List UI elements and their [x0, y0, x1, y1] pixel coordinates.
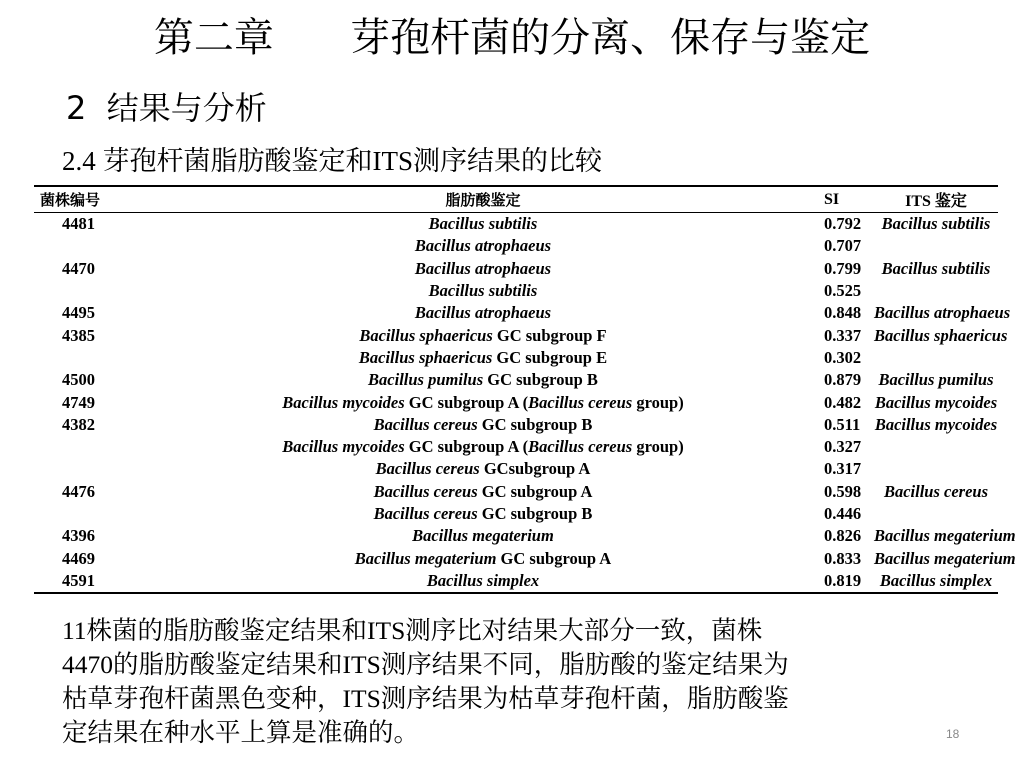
fatty-acid-cell — [142, 213, 824, 236]
section-heading: 2 结果与分析 — [66, 89, 267, 127]
species-name: Bacillus subtilis — [428, 281, 538, 301]
subgroup-text: GC subgroup A — [496, 548, 612, 568]
strain-id-cell — [34, 347, 142, 369]
strain-id-cell: 4476 — [62, 481, 95, 501]
table-row — [34, 258, 998, 280]
si-value-cell: 0.525 — [824, 281, 862, 301]
subgroup-text: GC subgroup E — [492, 347, 608, 367]
fatty-acid-cell — [142, 547, 824, 569]
table-row — [34, 280, 998, 302]
si-value-cell: 0.327 — [824, 437, 862, 457]
its-id-cell — [874, 235, 998, 257]
si-value-cell: 0.337 — [824, 325, 862, 345]
its-id-cell: Bacillus cereus — [883, 481, 989, 501]
subgroup-text: group) — [632, 437, 684, 457]
si-value-cell: 0.833 — [824, 548, 862, 568]
si-value-cell: 0.826 — [824, 526, 862, 546]
fatty-acid-cell — [142, 235, 824, 257]
its-id-cell: Bacillus mycoides — [874, 392, 998, 412]
species-name: Bacillus cereus — [528, 437, 633, 457]
subgroup-text: GC subgroup A ( — [404, 437, 529, 457]
species-name: Bacillus megaterium — [354, 548, 497, 568]
species-name: Bacillus cereus — [373, 414, 478, 434]
species-name: Bacillus sphaericus — [359, 325, 493, 345]
table-row — [34, 302, 998, 324]
strain-id-cell: 4591 — [34, 570, 142, 593]
subgroup-text: GC subgroup B — [483, 370, 598, 390]
fatty-acid-cell — [142, 458, 824, 480]
its-id-cell — [874, 280, 998, 302]
species-name: Bacillus cereus — [373, 481, 478, 501]
table-row — [34, 369, 998, 391]
fatty-acid-cell — [142, 302, 824, 324]
table-row — [34, 391, 998, 413]
species-name: Bacillus cereus — [373, 504, 478, 523]
fatty-acid-cell — [142, 414, 824, 436]
its-id-cell: Bacillus mycoides — [874, 414, 998, 434]
fatty-acid-cell — [142, 280, 824, 302]
si-value-cell: 0.302 — [824, 347, 862, 367]
species-name: Bacillus pumilus — [368, 370, 484, 390]
table-row — [34, 324, 998, 346]
species-name: Bacillus sphaericus — [358, 347, 493, 367]
species-name: Bacillus subtilis — [428, 214, 538, 234]
strain-id-cell: 4470 — [62, 258, 95, 278]
its-id-cell — [874, 458, 998, 480]
its-id-cell: Bacillus atrophaeus — [874, 303, 1011, 323]
si-value-cell: 0.598 — [824, 481, 862, 501]
table-header-row — [34, 186, 998, 213]
species-name: Bacillus simplex — [426, 570, 540, 590]
its-id-cell: Bacillus simplex — [874, 570, 998, 593]
si-value-cell: 0.799 — [824, 258, 862, 278]
subgroup-text: GC subgroup F — [492, 325, 607, 345]
fatty-acid-cell — [142, 324, 824, 346]
table-row — [34, 414, 998, 436]
strain-id-cell — [34, 436, 142, 458]
si-value-cell: 0.848 — [824, 303, 862, 323]
table-body — [34, 213, 1016, 594]
fatty-acid-cell — [142, 503, 824, 525]
strain-id-cell: 4385 — [62, 325, 95, 345]
table-row — [34, 347, 998, 369]
species-name: Bacillus cereus — [528, 392, 633, 412]
fatty-acid-cell — [142, 570, 824, 593]
slide-title: 第二章 芽孢杆菌的分离、保存与鉴定 — [153, 15, 871, 61]
its-id-cell — [874, 347, 998, 369]
comparison-table — [34, 185, 1016, 594]
strain-id-cell — [34, 503, 142, 525]
fatty-acid-cell — [142, 369, 824, 391]
its-id-cell: Bacillus megaterium — [874, 526, 1016, 546]
header-fatty-acid: 脂肪酸鉴定 — [142, 186, 824, 213]
paragraph-line: 4470的脂肪酸鉴定结果和ITS测序结果不同，脂肪酸的鉴定结果为 — [62, 650, 789, 679]
comparison-table-container — [34, 185, 1016, 594]
si-value-cell: 0.446 — [824, 504, 862, 523]
strain-id-cell: 4481 — [62, 214, 95, 234]
subgroup-text: GC subgroup B — [477, 414, 593, 434]
strain-id-cell: 4382 — [62, 414, 95, 434]
conclusion-paragraph — [62, 614, 982, 750]
fatty-acid-cell — [142, 391, 824, 413]
subgroup-text: group) — [632, 392, 684, 412]
header-strain: 菌株编号 — [34, 186, 142, 213]
fatty-acid-cell — [142, 481, 824, 503]
strain-id-cell — [34, 235, 142, 257]
strain-id-cell: 4500 — [62, 370, 95, 390]
table-row — [34, 525, 998, 547]
species-name: Bacillus mycoides — [282, 392, 405, 412]
species-name: Bacillus mycoides — [282, 437, 405, 457]
subgroup-text: GCsubgroup A — [479, 459, 591, 479]
subgroup-text: GC subgroup A ( — [404, 392, 529, 412]
si-value-cell: 0.819 — [824, 570, 874, 593]
table-row — [34, 570, 998, 593]
header-its: ITS 鉴定 — [874, 186, 998, 213]
its-id-cell: Bacillus pumilus — [878, 370, 994, 390]
its-id-cell: Bacillus subtilis — [881, 214, 991, 234]
strain-id-cell — [34, 280, 142, 302]
strain-id-cell: 4469 — [62, 548, 95, 568]
table-row — [34, 503, 998, 525]
si-value-cell: 0.482 — [824, 392, 862, 412]
table-row — [34, 213, 998, 236]
strain-id-cell: 4396 — [62, 526, 95, 546]
subsection-heading: 2.4 芽孢杆菌脂肪酸鉴定和ITS测序结果的比较 — [62, 146, 602, 176]
table-row — [34, 235, 998, 257]
table-row — [34, 547, 998, 569]
its-id-cell: Bacillus megaterium — [874, 548, 1016, 568]
table-header — [34, 186, 998, 213]
table-row — [34, 481, 998, 503]
species-name: Bacillus atrophaeus — [414, 303, 552, 323]
its-id-cell — [874, 503, 998, 525]
strain-id-cell — [34, 458, 142, 480]
species-name: Bacillus cereus — [375, 459, 480, 479]
subgroup-text: GC subgroup A — [477, 481, 593, 501]
paragraph-line: 11株菌的脂肪酸鉴定结果和ITS测序比对结果大部分一致，菌株 — [62, 616, 763, 645]
subgroup-text: GC subgroup B — [477, 504, 593, 523]
paragraph-line: 枯草芽孢杆菌黑色变种，ITS测序结果为枯草芽孢杆菌，脂肪酸鉴 — [62, 684, 789, 713]
fatty-acid-cell — [142, 436, 824, 458]
its-id-cell: Bacillus sphaericus — [874, 325, 1008, 345]
species-name: Bacillus megaterium — [412, 526, 554, 546]
strain-id-cell: 4495 — [62, 303, 95, 323]
si-value-cell: 0.707 — [824, 236, 862, 256]
si-value-cell: 0.317 — [824, 459, 862, 479]
header-si: SI — [824, 186, 874, 213]
table-row — [34, 458, 998, 480]
paragraph-line: 定结果在种水平上算是准确的。 — [62, 718, 420, 747]
strain-id-cell: 4749 — [62, 392, 95, 412]
si-value-cell: 0.879 — [824, 370, 862, 390]
page-number: 18 — [946, 727, 960, 741]
fatty-acid-cell — [142, 347, 824, 369]
species-name: Bacillus atrophaeus — [414, 258, 552, 278]
table-row — [34, 436, 998, 458]
its-id-cell — [874, 436, 998, 458]
si-value-cell: 0.792 — [824, 214, 862, 234]
si-value-cell: 0.511 — [824, 414, 861, 434]
fatty-acid-cell — [142, 525, 824, 547]
species-name: Bacillus atrophaeus — [414, 236, 552, 256]
its-id-cell: Bacillus subtilis — [881, 258, 991, 278]
fatty-acid-cell — [142, 258, 824, 280]
